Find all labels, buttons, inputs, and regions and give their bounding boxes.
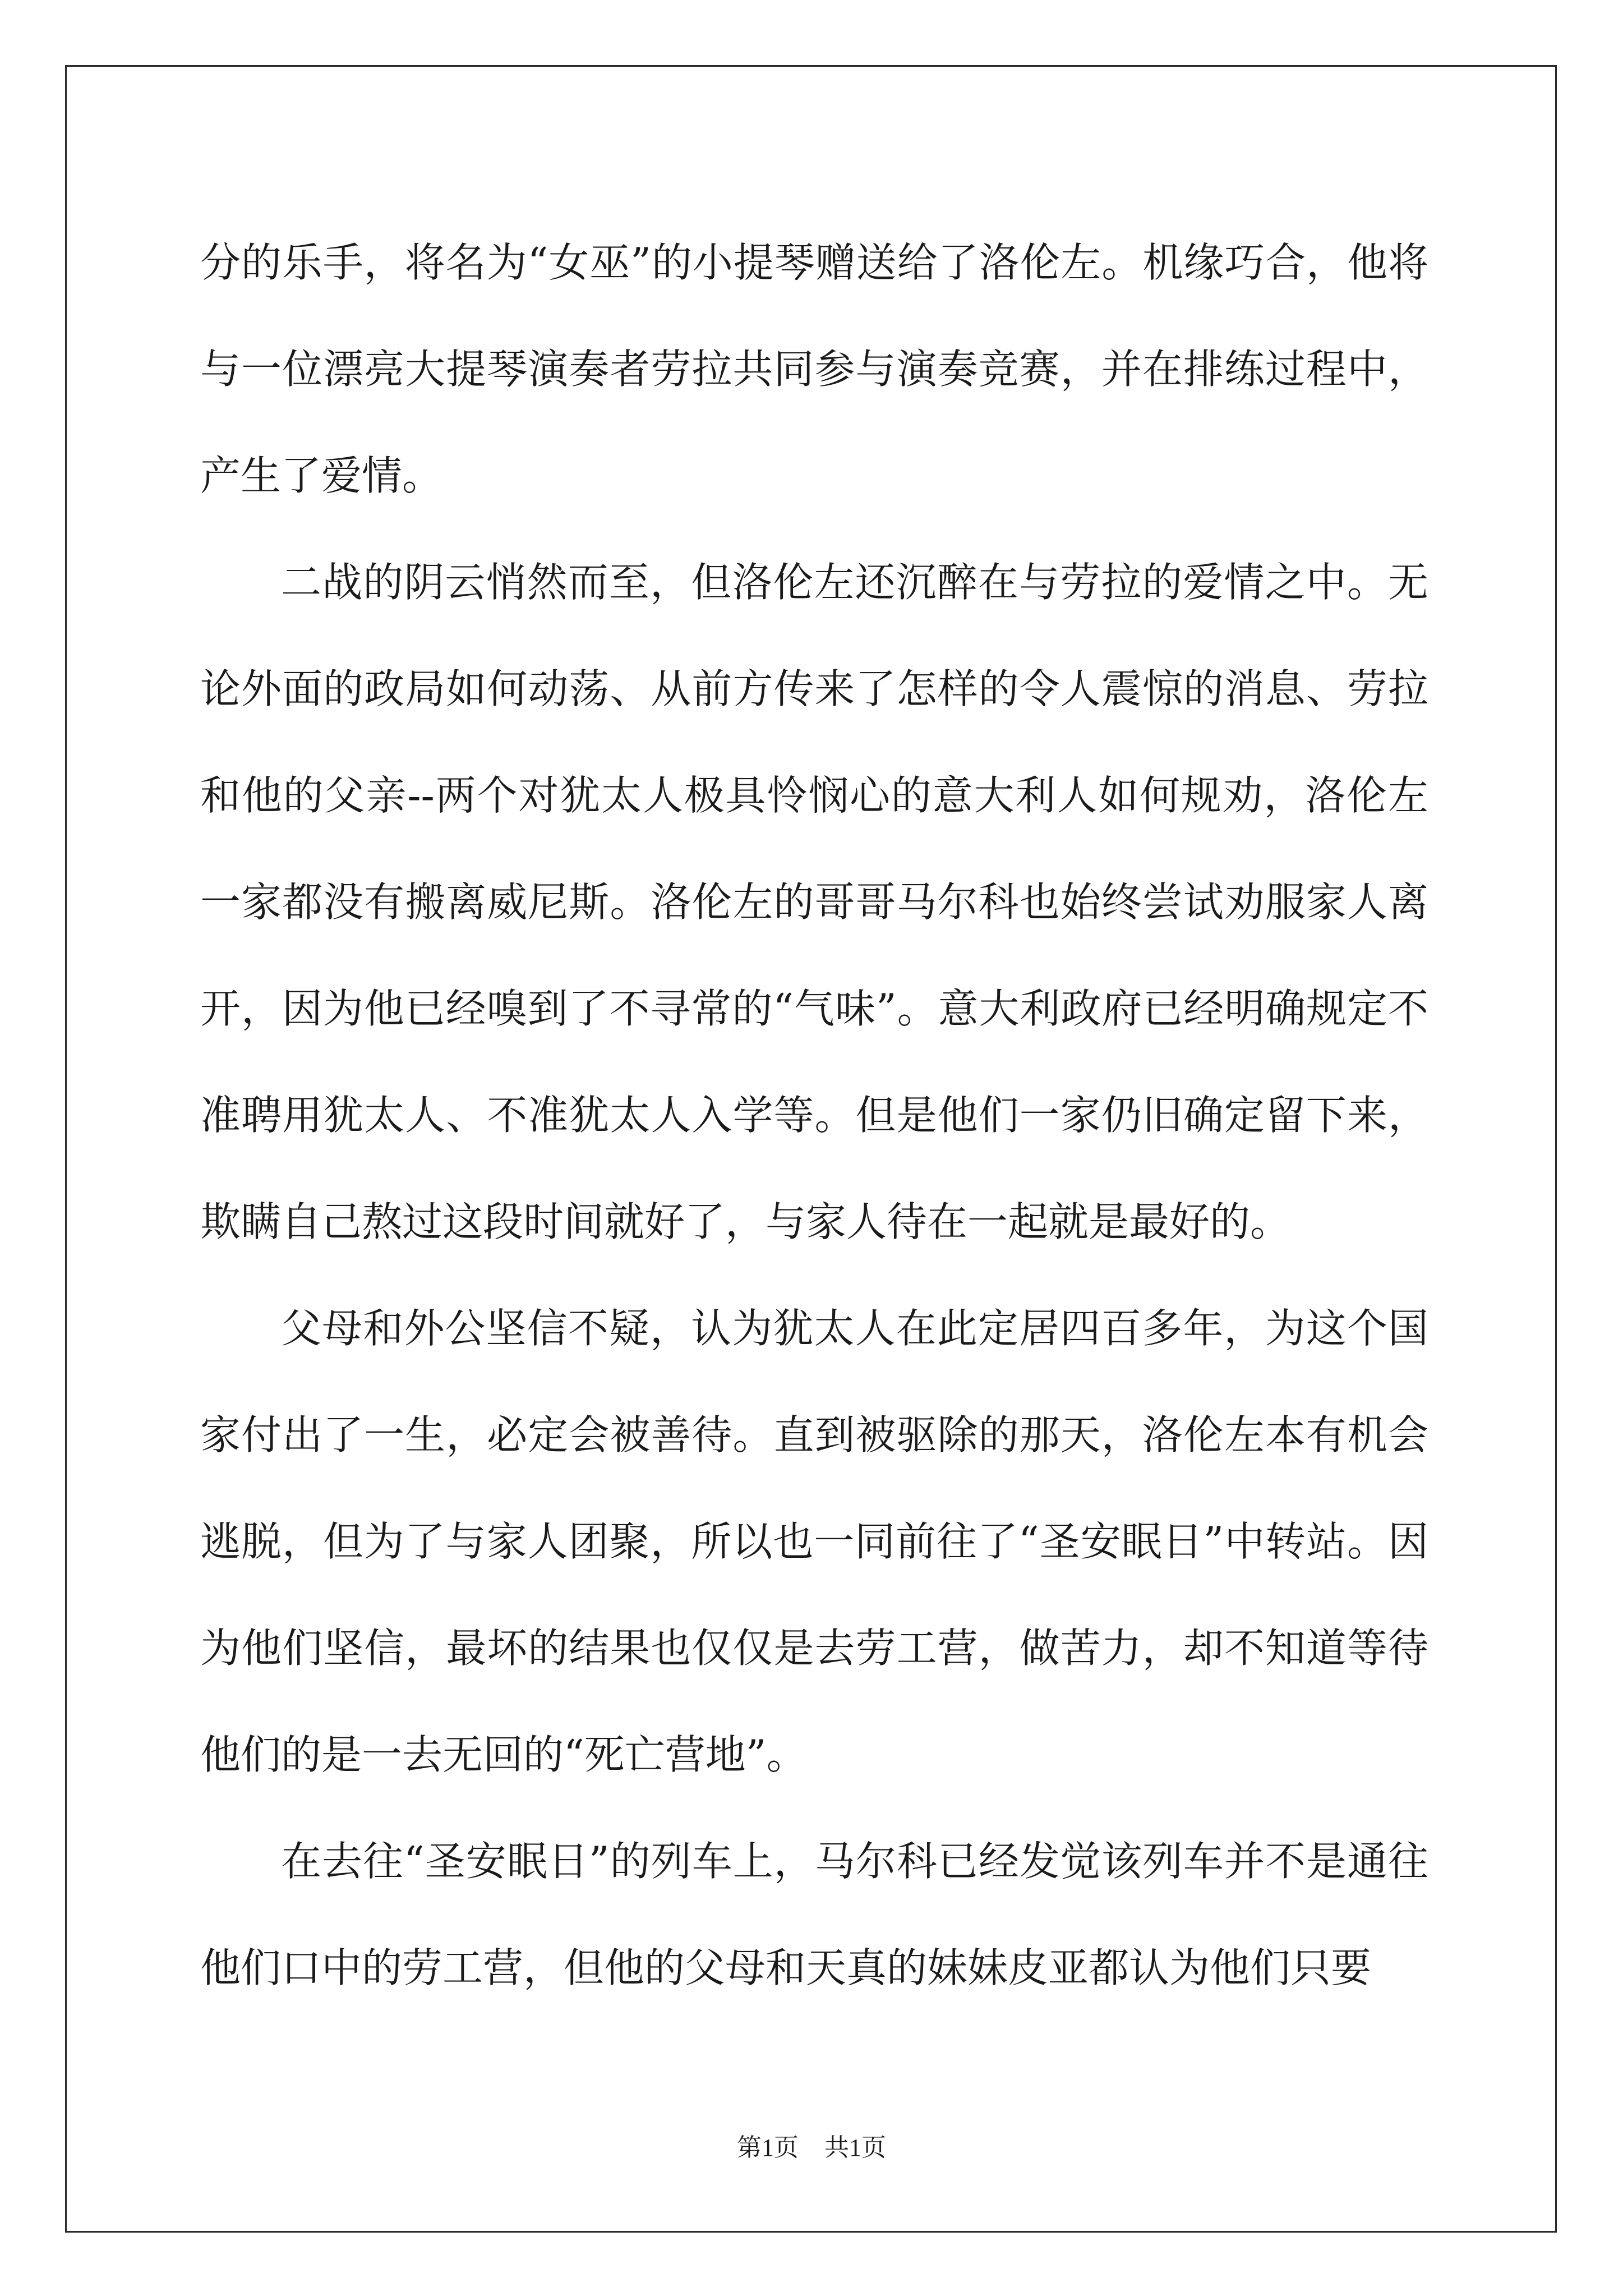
paragraph: 二战的阴云悄然而至，但洛伦左还沉醉在与劳拉的爱情之中。无论外面的政局如何动荡、从前方传来了怎样的令人震惊的消息、劳拉和他的父亲--两个对犹太人极具怜悯心的意大利人如何规劝，洛伦左一家都没有搬离威尼斯。洛伦左的哥哥马尔科也始终尝试劝服家人离开，因为他已经嗅到了不寻常的“气味”。意大利政府已经明确规定不准聘用犹太人、不准犹太人入学等。但是他们一家仍旧确定留下来，欺瞒自己熬过这段时间就好了，与家人待在一起就是最好的。: [200, 559, 1428, 1245]
paragraph: 在去往“圣安眠日”的列车上，马尔科已经发觉该列车并不是通往他们口中的劳工营，但他的父母和天真的妹妹皮亚都认为他们只要: [200, 1838, 1428, 1991]
paragraph: 分的乐手，将名为“女巫”的小提琴赠送给了洛伦左。机缘巧合，他将与一位漂亮大提琴演奏者劳拉共同参与演奏竞赛，并在排练过程中，产生了爱情。: [200, 239, 1428, 499]
page-total: 共1页: [824, 2134, 886, 2161]
page-number: 第1页: [737, 2134, 799, 2161]
paragraph: 父母和外公坚信不疑，认为犹太人在此定居四百多年，为这个国家付出了一生，必定会被善待。直到被驱除的那天，洛伦左本有机会逃脱，但为了与家人团聚，所以也一同前往了“圣安眠日”中转站。因为他们坚信，最坏的结果也仅仅是去劳工营，做苦力，却不知道等待他们的是一去无回的“死亡营地”。: [200, 1305, 1428, 1778]
document-body: [200, 209, 1428, 2021]
page-footer: [0, 2127, 1623, 2163]
